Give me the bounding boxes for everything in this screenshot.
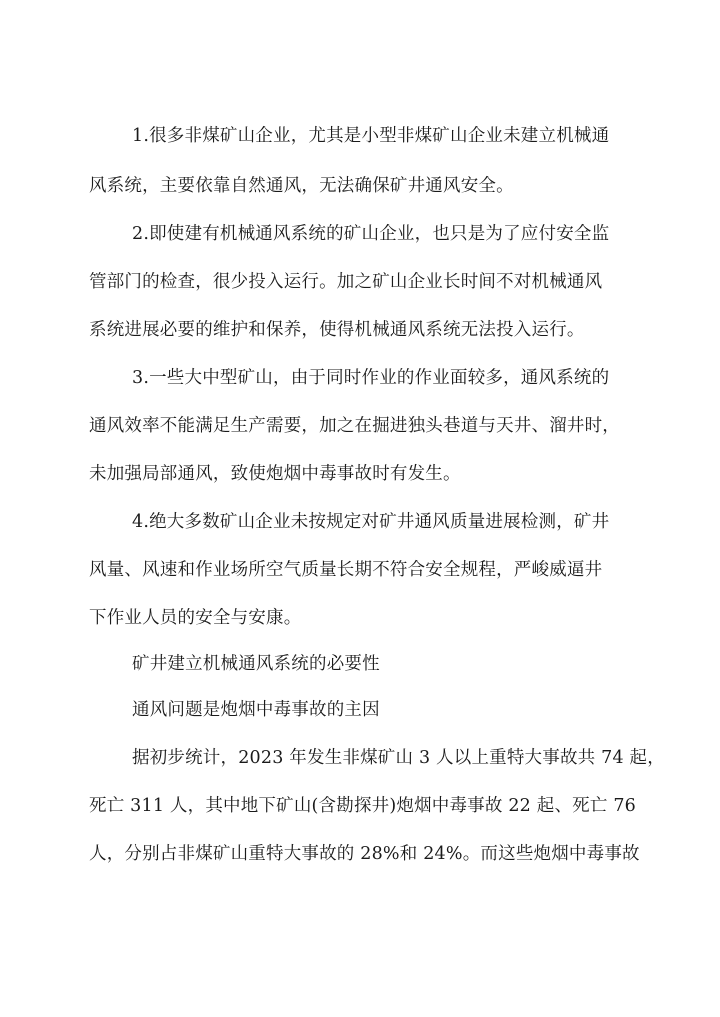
text-line: 下作业人员的安全与安康。 [89,608,302,628]
section-heading: 矿井建立机械通风系统的必要性 [132,654,380,674]
text-line: 通风效率不能满足生产需要，加之在掘进独头巷道与天井、溜井时， [89,416,620,436]
text-line: 风量、风速和作业场所空气质量长期不符合安全规程，严峻威逼井 [89,560,603,580]
text-line: 管部门的检查，很少投入运行。加之矿山企业长时间不对机械通风 [89,272,603,292]
text-line: 2.即使建有机械通风系统的矿山企业，也只是为了应付安全监 [132,224,610,244]
text-line: 未加强局部通风，致使炮烟中毒事故时有发生。 [89,464,461,484]
text-line: 人，分别占非煤矿山重特大事故的 28%和 24%。而这些炮烟中毒事故 [89,844,640,864]
text-line: 3.一些大中型矿山，由于同时作业的作业面较多，通风系统的 [132,368,610,388]
text-line: 据初步统计，2023 年发生非煤矿山 3 人以上重特大事故共 74 起， [132,748,665,768]
text-line: 1.很多非煤矿山企业，尤其是小型非煤矿山企业未建立机械通 [132,126,610,146]
text-line: 死亡 311 人，其中地下矿山(含勘探井)炮烟中毒事故 22 起、死亡 76 [89,796,637,816]
text-line: 4.绝大多数矿山企业未按规定对矿井通风质量进展检测，矿井 [132,512,610,532]
text-line: 风系统，主要依靠自然通风，无法确保矿井通风安全。 [89,176,514,196]
section-heading: 通风问题是炮烟中毒事故的主因 [132,700,380,720]
text-line: 系统进展必要的维护和保养，使得机械通风系统无法投入运行。 [89,320,585,340]
